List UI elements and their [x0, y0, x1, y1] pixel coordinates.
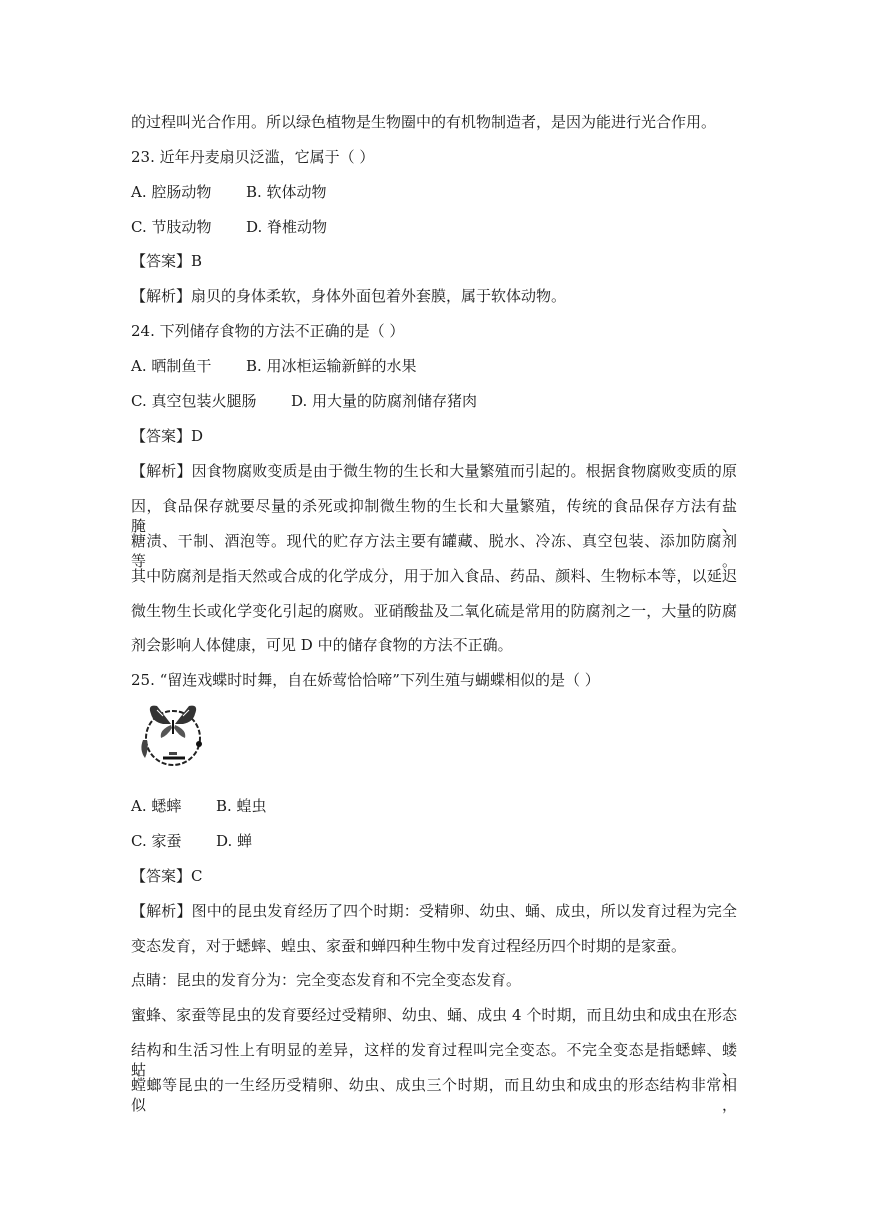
option-d: D. 脊椎动物	[246, 218, 328, 236]
question-23-stem: 23. 近年丹麦扇贝泛滥，它属于（ ）	[131, 148, 375, 166]
analysis-line: 微生物生长或化学变化引起的腐败。亚硝酸盐及二氧化硫是常用的防腐剂之一，大量的防腐	[131, 602, 737, 620]
analysis-line: 其中防腐剂是指天然或合成的化学成分，用于加入食品、药品、颜料、生物标本等，以延迟	[131, 567, 737, 585]
option-b: B. 软体动物	[246, 183, 327, 201]
option-d: D. 蝉	[216, 832, 253, 850]
answer: 【答案】C	[131, 867, 203, 885]
analysis-line: 剂会影响人体健康，可见 D 中的储存食物的方法不正确。	[131, 636, 513, 654]
analysis-line: 糖渍、干制、酒泡等。现代的贮存方法主要有罐藏、脱水、冷冻、真空包装、添加防腐剂等。	[131, 532, 737, 570]
butterfly-life-cycle-image	[133, 700, 209, 776]
option-a: A. 蟋蟀	[131, 797, 182, 815]
explanation-line: 结构和生活习性上有明显的差异，这样的发育过程叫完全变态。不完全变态是指蟋蟀、蝼蛄、	[131, 1041, 737, 1079]
analysis-line: 因，食品保存就要尽量的杀死或抑制微生物的生长和大量繁殖，传统的食品保存方法有盐腌、	[131, 497, 737, 535]
answer: 【答案】D	[131, 427, 204, 445]
analysis-line: 【解析】图中的昆虫发育经历了四个时期：受精卵、幼虫、蛹、成虫，所以发育过程为完全	[131, 902, 737, 920]
explanation-line: 螳螂等昆虫的一生经历受精卵、幼虫、成虫三个时期，而且幼虫和成虫的形态结构非常相似，	[131, 1076, 737, 1114]
explanation-line: 蜜蜂、家蚕等昆虫的发育要经过受精卵、幼虫、蛹、成虫 4 个时期，而且幼虫和成虫在形态	[131, 1006, 737, 1024]
option-c: C. 节肢动物	[131, 218, 212, 236]
option-a: A. 晒制鱼干	[131, 357, 212, 375]
text-line: 的过程叫光合作用。所以绿色植物是生物圈中的有机物制造者，是因为能进行光合作用。	[131, 113, 717, 131]
option-b: B. 用冰柜运输新鲜的水果	[246, 357, 417, 375]
option-b: B. 蝗虫	[216, 797, 267, 815]
analysis: 【解析】扇贝的身体柔软，身体外面包着外套膜，属于软体动物。	[131, 287, 567, 305]
analysis-line: 变态发育，对于蟋蟀、蝗虫、家蚕和蝉四种生物中发育过程经历四个时期的是家蚕。	[131, 937, 687, 955]
option-d: D. 用大量的防腐剂储存猪肉	[291, 392, 478, 410]
question-25-stem: 25. “留连戏蝶时时舞，自在娇莺恰恰啼”下列生殖与蝴蝶相似的是（ ）	[131, 671, 600, 689]
question-24-stem: 24. 下列储存食物的方法不正确的是（ ）	[131, 322, 405, 340]
answer: 【答案】B	[131, 252, 203, 270]
option-c: C. 真空包装火腿肠	[131, 392, 257, 410]
option-a: A. 腔肠动物	[131, 183, 212, 201]
option-c: C. 家蚕	[131, 832, 182, 850]
analysis-line: 【解析】因食物腐败变质是由于微生物的生长和大量繁殖而引起的。根据食物腐败变质的原	[131, 462, 737, 480]
dianjing-note: 点睛：昆虫的发育分为：完全变态发育和不完全变态发育。	[131, 971, 522, 989]
